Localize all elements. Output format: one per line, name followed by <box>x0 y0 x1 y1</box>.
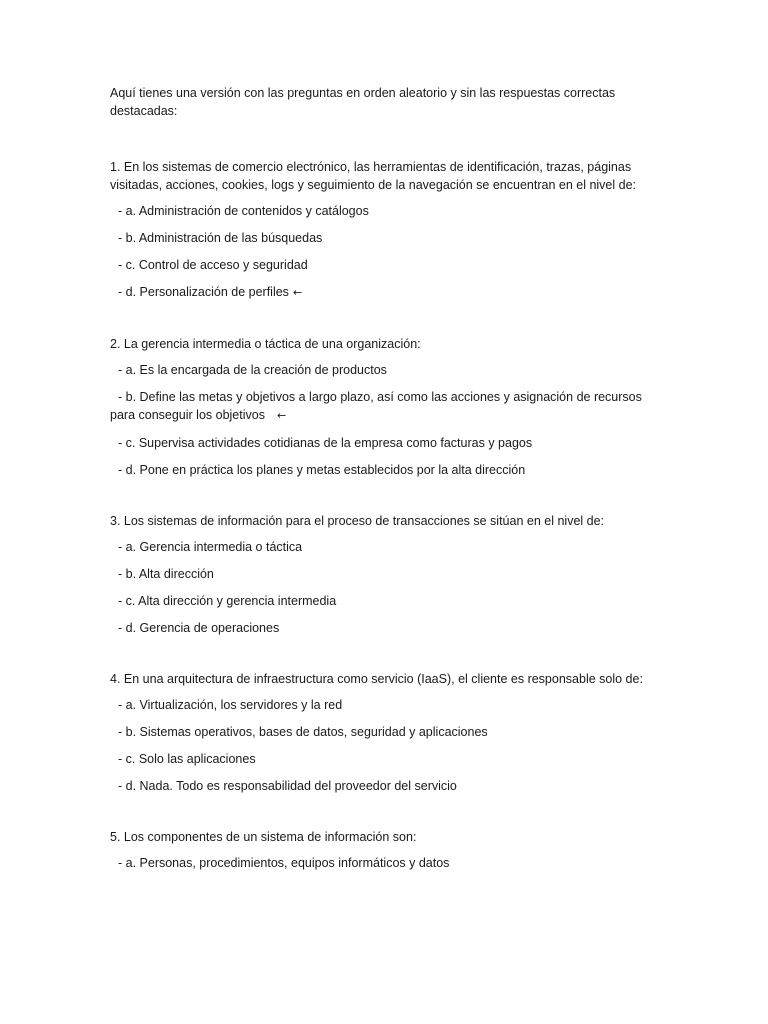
question-2-option-d: - d. Pone en práctica los planes y metas establecidos por la alta dirección <box>118 463 526 477</box>
question-3-option-b: - b. Alta dirección <box>118 567 214 581</box>
question-4 <box>110 670 655 795</box>
question-2-option-b: - b. Define las metas y objetivos a largo plazo, así como las acciones y asignación de recursos para conseguir los objetivos ← <box>110 388 655 425</box>
question-4-option-c: - c. Solo las aplicaciones <box>118 752 256 766</box>
question-3-option-d: - d. Gerencia de operaciones <box>118 621 280 635</box>
question-3-option-a: - a. Gerencia intermedia o táctica <box>118 540 303 554</box>
question-4-option-b: - b. Sistemas operativos, bases de datos, seguridad y aplicaciones <box>118 725 488 739</box>
intro-paragraph: Aquí tienes una versión con las preguntas en orden aleatorio y sin las respuestas correctas destacadas: <box>110 86 616 118</box>
question-2 <box>110 335 655 479</box>
question-3 <box>110 512 655 637</box>
question-2-option-c: - c. Supervisa actividades cotidianas de la empresa como facturas y pagos <box>118 436 533 450</box>
question-5-text: 5. Los componentes de un sistema de información son: <box>110 830 417 844</box>
question-2-option-a: - a. Es la encargada de la creación de productos <box>118 363 387 377</box>
question-5-option-a: - a. Personas, procedimientos, equipos informáticos y datos <box>118 856 450 870</box>
left-arrow-icon: ← <box>292 286 303 299</box>
question-1-option-d: - d. Personalización de perfiles ← <box>110 283 655 302</box>
question-5 <box>110 828 655 872</box>
document-page <box>110 84 655 881</box>
question-1-option-b: - b. Administración de las búsquedas <box>118 231 323 245</box>
question-3-text: 3. Los sistemas de información para el proceso de transacciones se sitúan en el nivel de: <box>110 514 605 528</box>
question-4-option-d: - d. Nada. Todo es responsabilidad del proveedor del servicio <box>118 779 457 793</box>
question-1-option-a: - a. Administración de contenidos y catálogos <box>118 204 369 218</box>
question-3-option-c: - c. Alta dirección y gerencia intermedia <box>118 594 337 608</box>
question-1 <box>110 158 655 302</box>
question-1-text: 1. En los sistemas de comercio electrónico, las herramientas de identificación, trazas, páginas visitadas, acciones, cookies, logs y seguimiento de la navegación se encuentran en el nivel de: <box>110 160 637 192</box>
question-2-text: 2. La gerencia intermedia o táctica de una organización: <box>110 337 421 351</box>
left-arrow-icon: ← <box>276 409 287 422</box>
question-1-option-c: - c. Control de acceso y seguridad <box>118 258 308 272</box>
question-4-text: 4. En una arquitectura de infraestructura como servicio (IaaS), el cliente es responsable solo de: <box>110 672 643 686</box>
question-4-option-a: - a. Virtualización, los servidores y la red <box>118 698 343 712</box>
